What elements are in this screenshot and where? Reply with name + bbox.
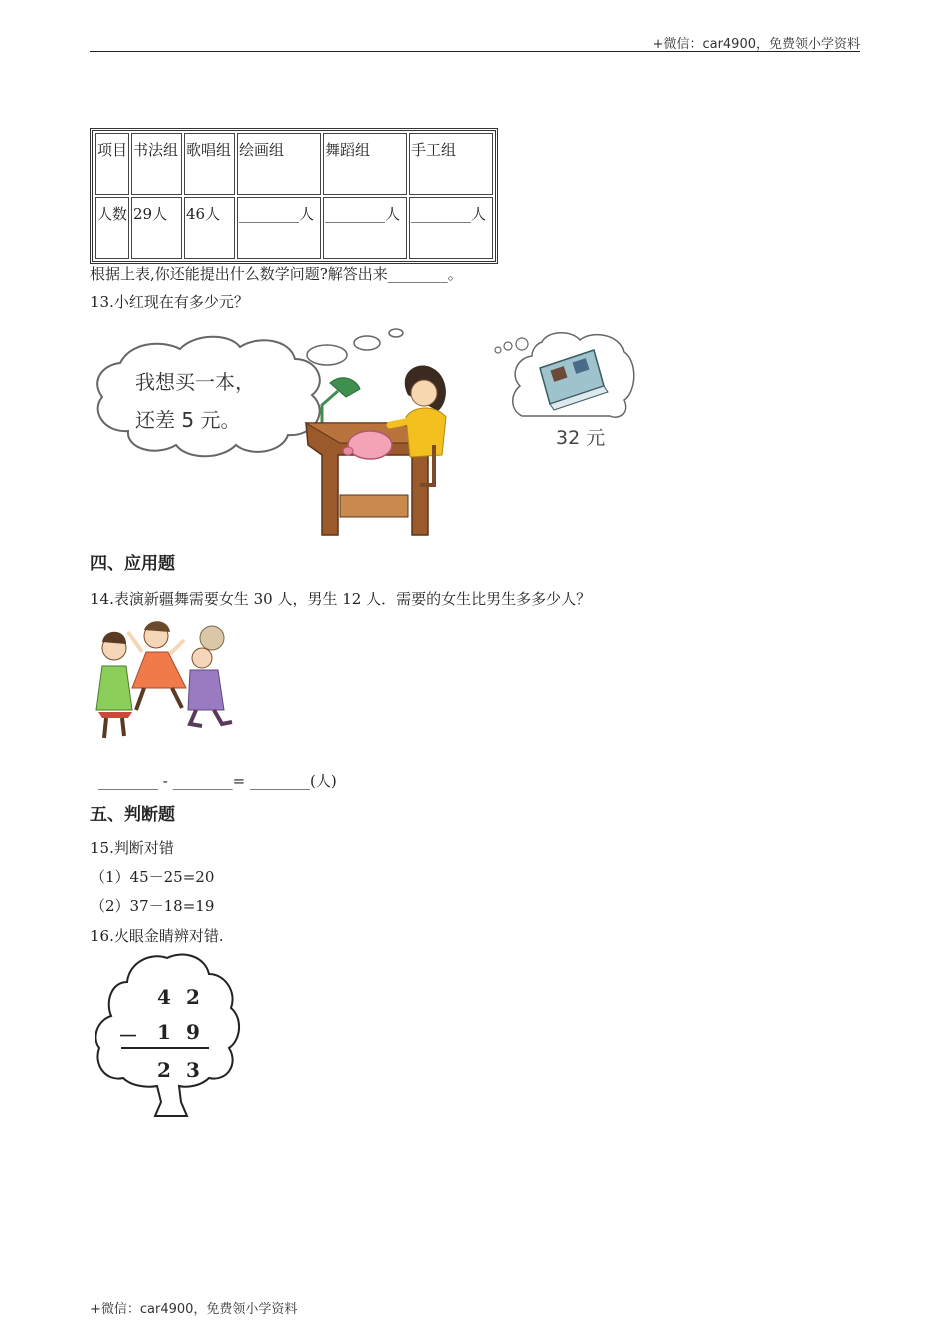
q14-blank-3[interactable]: ________ xyxy=(250,772,310,790)
thinking-girl-illustration xyxy=(90,325,460,540)
page-header: +微信：car4900，免费领小学资料 xyxy=(652,37,860,52)
minus-sign: - xyxy=(162,772,168,790)
header-rule xyxy=(90,51,860,52)
tree-row-2-ones: 9 xyxy=(186,1020,200,1044)
q15-item-2: （2）37－18=19 xyxy=(90,897,215,915)
q14-blank-1[interactable]: ________ xyxy=(98,772,158,790)
section-4-title: 四、应用题 xyxy=(90,554,175,574)
table-cell: 舞蹈组 xyxy=(323,133,407,195)
tree-row-1-tens: 4 xyxy=(157,985,171,1009)
table-cell: 歌唱组 xyxy=(184,133,235,195)
interest-group-table xyxy=(90,128,498,264)
q16-title: 16.火眼金睛辨对错. xyxy=(90,927,224,945)
book-price: 32 元 xyxy=(556,427,606,449)
tree-row-3-tens: 2 xyxy=(157,1058,171,1082)
section-5-title: 五、判断题 xyxy=(90,805,175,825)
table-cell: 绘画组 xyxy=(237,133,321,195)
q15-title: 15.判断对错 xyxy=(90,839,174,857)
tree-row-2-tens: 1 xyxy=(157,1020,171,1044)
table-cell: 29人 xyxy=(131,197,182,259)
tree-row-1-ones: 2 xyxy=(186,985,200,1009)
table-cell: 手工组 xyxy=(409,133,493,195)
tree-minus-sign: － xyxy=(118,1024,138,1048)
q14-equation xyxy=(98,771,337,791)
page-footer: +微信：car4900，免费领小学资料 xyxy=(90,1302,298,1317)
tree-row-3-ones: 3 xyxy=(186,1058,200,1082)
q14-title: 14.表演新疆舞需要女生 30 人，男生 12 人．需要的女生比男生多多少人？ xyxy=(90,590,592,608)
book-thought-bubble xyxy=(492,328,637,423)
table-row xyxy=(95,197,493,259)
unit-label: (人) xyxy=(310,772,337,790)
equals-sign: = xyxy=(232,772,246,790)
dancing-children-illustration xyxy=(92,618,242,743)
thought-line-1: 我想买一本， xyxy=(135,370,255,394)
table-cell: 书法组 xyxy=(131,133,182,195)
q12-prompt: 根据上表,你还能提出什么数学问题?解答出来________。 xyxy=(90,265,463,283)
table-cell: ________人 xyxy=(237,197,321,259)
table-cell: ________人 xyxy=(323,197,407,259)
table-cell: 46人 xyxy=(184,197,235,259)
table-cell: 项目 xyxy=(95,133,129,195)
thought-line-2: 还差 5 元。 xyxy=(135,408,241,432)
q15-item-1: （1）45－25=20 xyxy=(90,868,215,886)
q14-blank-2[interactable]: ________ xyxy=(172,772,233,790)
table-cell: 人数 xyxy=(95,197,129,259)
table-row xyxy=(95,133,493,195)
table-cell: ________人 xyxy=(409,197,493,259)
q13-title: 13.小红现在有多少元？ xyxy=(90,293,249,311)
